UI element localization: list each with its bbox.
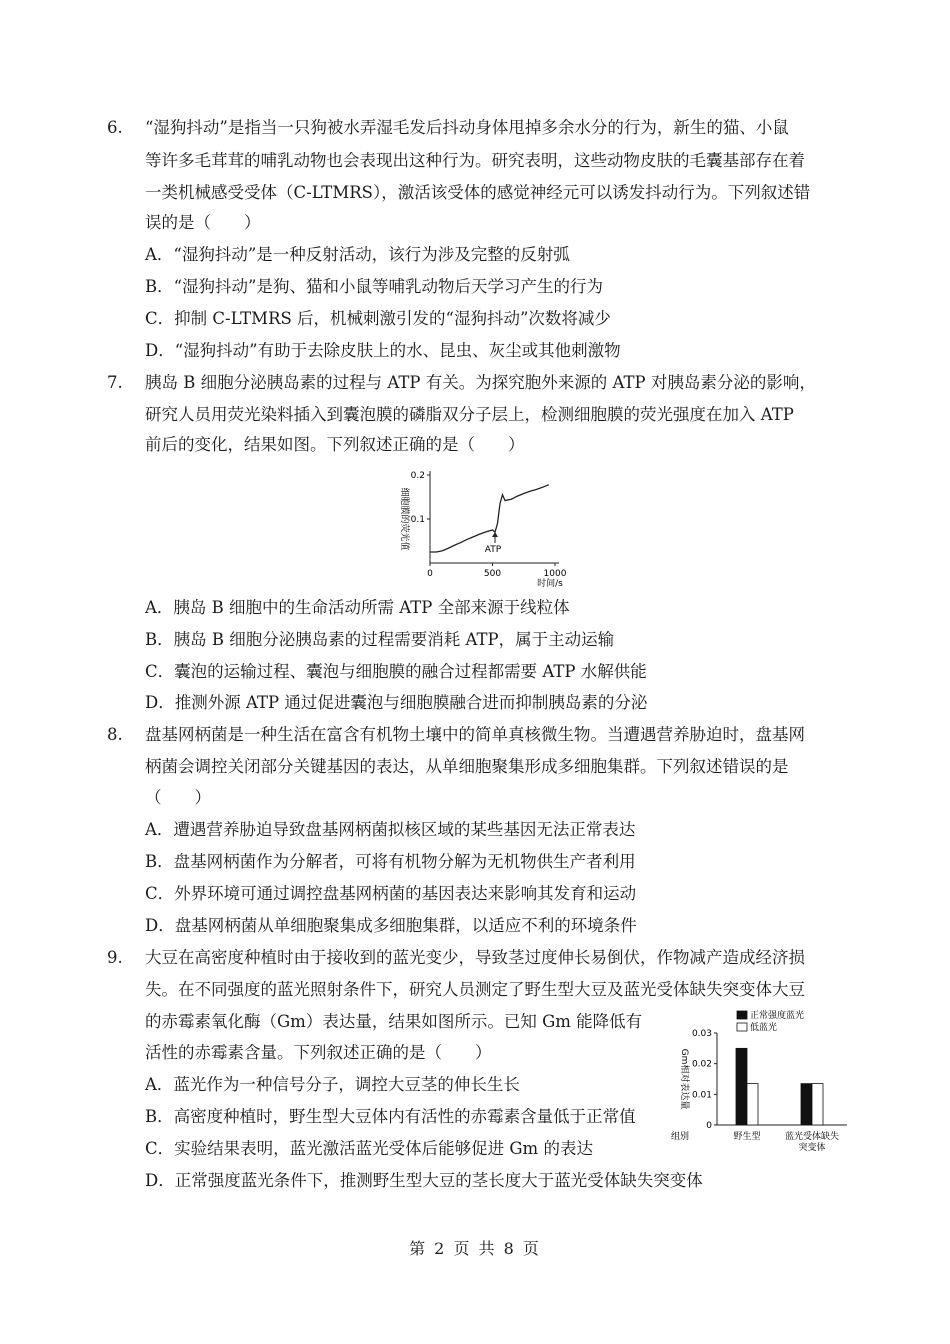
question-9-option-d: D．正常强度蓝光条件下，推测野生型大豆的茎长度大于蓝光受体缺失突变体 xyxy=(145,1171,703,1190)
question-8-number: 8. xyxy=(107,725,123,744)
question-9-stem-line: 活性的赤霉素含量。下列叙述正确的是（ ） xyxy=(145,1043,492,1062)
legend-swatch xyxy=(737,1023,747,1031)
question-9-option-b: B．高密度种植时，野生型大豆体内有活性的赤霉素含量低于正常值 xyxy=(145,1107,636,1126)
question-9-stem-line: 失。在不同强度的蓝光照射条件下，研究人员测定了野生型大豆及蓝光受体缺失突变体大豆 xyxy=(145,980,805,999)
question-7-number: 7. xyxy=(107,373,123,392)
question-7-stem-line: 研究人员用荧光染料插入到囊泡膜的磷脂双分子层上，检测细胞膜的荧光强度在加入 ATP xyxy=(145,405,794,424)
question-6-option-b: B．“湿狗抖动”是狗、猫和小鼠等哺乳动物后天学习产生的行为 xyxy=(145,277,603,296)
question-9-stem-line: 的赤霉素氧化酶（Gm）表达量，结果如图所示。已知 Gm 能降低有 xyxy=(145,1012,643,1031)
y-axis-label: Gm相对表达量 xyxy=(679,1048,689,1110)
question-8-stem-line: 柄菌会调控关闭部分关键基因的表达，从单细胞聚集形成多细胞集群。下列叙述错误的是 xyxy=(145,757,789,776)
y-tick-label: 0.1 xyxy=(410,515,425,525)
fluorescence-series-line xyxy=(430,485,549,552)
question-9-option-c: C．实验结果表明，蓝光激活蓝光受体后能够促进 Gm 的表达 xyxy=(145,1139,593,1158)
fluorescence-line-chart xyxy=(380,463,580,588)
question-6-number: 6. xyxy=(107,118,123,137)
x-category-label: 蓝光受体缺失 xyxy=(784,1132,840,1142)
question-6-stem-line: 一类机械感受受体（C-LTMRS），激活该受体的感觉神经元可以诱发抖动行为。下列叙述错 xyxy=(145,183,811,202)
question-6-stem-line: 误的是（ ） xyxy=(145,213,261,232)
question-8-option-c: C．外界环境可通过调控盘基网柄菌的基因表达来影响其发育和运动 xyxy=(145,884,637,903)
x-axis-label: 时间/s xyxy=(537,579,563,588)
legend-label: 低蓝光 xyxy=(750,1023,778,1033)
question-6-stem-line: “湿狗抖动”是指当一只狗被水弄湿毛发后抖动身体甩掉多余水分的行为，新生的猫、小鼠 xyxy=(145,118,789,137)
question-7-option-c: C．囊泡的运输过程、囊泡与细胞膜的融合过程都需要 ATP 水解供能 xyxy=(145,662,647,681)
question-8-option-b: B．盘基网柄菌作为分解者，可将有机物分解为无机物供生产者利用 xyxy=(145,852,636,871)
y-tick-label: 0 xyxy=(706,1121,712,1131)
question-8-stem-line: （ ） xyxy=(145,788,211,807)
x-tick-label: 1000 xyxy=(543,569,567,579)
question-7-option-d: D．推测外源 ATP 通过促进囊泡与细胞膜融合进而抑制胰岛素的分泌 xyxy=(145,693,648,712)
question-6-option-d: D．“湿狗抖动”有助于去除皮肤上的水、昆虫、灰尘或其他刺激物 xyxy=(145,341,621,360)
question-6-option-a: A．“湿狗抖动”是一种反射活动，该行为涉及完整的反射弧 xyxy=(145,245,570,264)
page-footer: 第 2 页 共 8 页 xyxy=(409,1239,541,1258)
y-axis-label: 细胞膜的荧光值 xyxy=(399,487,409,551)
question-8-stem-line: 盘基网柄菌是一种生活在富含有机物土壤中的简单真核微生物。当遭遇营养胁迫时，盘基网 xyxy=(145,725,805,744)
question-9-number: 9. xyxy=(107,948,123,967)
bar-low-blue-light xyxy=(812,1084,823,1125)
bar-normal-blue-light xyxy=(801,1084,812,1125)
x-axis-title: 组别 xyxy=(670,1132,690,1142)
bar-normal-blue-light xyxy=(736,1048,747,1125)
y-tick-label: 0.01 xyxy=(691,1090,712,1101)
question-8-option-a: A．遭遇营养胁迫导致盘基网柄菌拟核区域的某些基因无法正常表达 xyxy=(145,820,636,839)
atp-arrow-head xyxy=(492,532,498,537)
y-tick-label: 0.2 xyxy=(410,471,425,481)
x-tick-label: 500 xyxy=(483,569,502,579)
question-8-option-d: D．盘基网柄菌从单细胞聚集成多细胞集群，以适应不利的环境条件 xyxy=(145,916,637,935)
question-6-option-c: C．抑制 C-LTMRS 后，机械刺激引发的“湿狗抖动”次数将减少 xyxy=(145,309,611,328)
question-7-option-b: B．胰岛 B 细胞分泌胰岛素的过程需要消耗 ATP，属于主动运输 xyxy=(145,630,615,649)
bar-low-blue-light xyxy=(747,1084,758,1125)
question-7-stem-line: 前后的变化，结果如图。下列叙述正确的是（ ） xyxy=(145,435,525,454)
legend-label: 正常强度蓝光 xyxy=(750,1011,805,1021)
legend-swatch xyxy=(737,1011,747,1019)
gm-expression-bar-chart xyxy=(662,1010,862,1165)
y-tick-label: 0.03 xyxy=(691,1029,712,1039)
question-6-stem-line: 等许多毛茸茸的哺乳动物也会表现出这种行为。研究表明，这些动物皮肤的毛囊基部存在着 xyxy=(145,151,805,170)
atp-annotation: ATP xyxy=(484,545,502,555)
x-category-label: 野生型 xyxy=(733,1132,761,1142)
question-7-stem-line: 胰岛 B 细胞分泌胰岛素的过程与 ATP 有关。为探究胞外来源的 ATP 对胰岛素分泌的影响， xyxy=(145,373,816,392)
x-category-label: 突变体 xyxy=(798,1143,826,1153)
y-tick-label: 0.02 xyxy=(691,1059,712,1070)
question-9-stem-line: 大豆在高密度种植时由于接收到的蓝光变少，导致茎过度伸长易倒伏，作物减产造成经济损 xyxy=(145,948,805,967)
question-7-option-a: A．胰岛 B 细胞中的生命活动所需 ATP 全部来源于线粒体 xyxy=(145,598,570,617)
question-9-option-a: A．蓝光作为一种信号分子，调控大豆茎的伸长生长 xyxy=(145,1075,520,1094)
x-tick-label: 0 xyxy=(427,569,433,579)
